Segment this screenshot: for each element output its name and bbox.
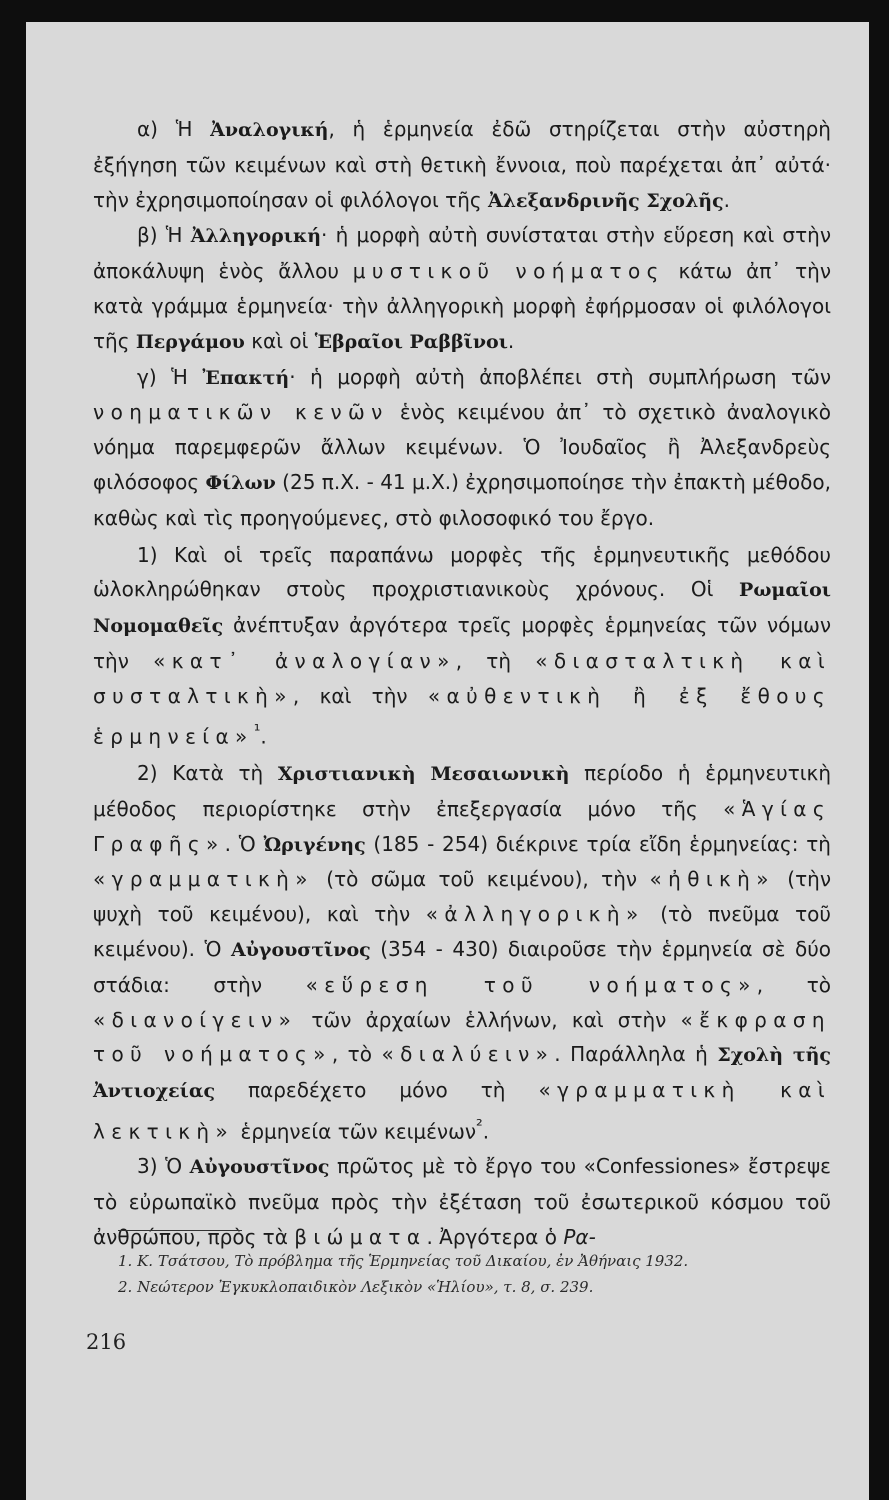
text-run: , τὸ [756,972,831,997]
text-run: (25 π.Χ. - 41 μ.Χ.) ἐχρησιμοποίησε τὴν ἐπακτὴ μέθοδο, καθὼς καὶ τὶς προηγούμενες, στὸ φιλοσοφικό του ἔργο. [93,469,831,530]
bold-term: Ἐπακτή [202,366,290,389]
footnotes [118,1248,818,1300]
text-run: γ) Ἡ [137,364,203,389]
text-run: πρῶτος μὲ τὸ ἔργο του «Confessiones» ἔστρεψε τὸ εὐρωπαϊκὸ πνεῦμα πρὸς τὴν ἐξέταση τοῦ ἐσωτερικοῦ κόσμου τοῦ ἀνθρώπου, πρὸς τὰ [93,1154,831,1250]
bold-term: Ὠριγένης [263,833,366,856]
text-run: · ἡ μορφὴ αὐτὴ ἀποβλέπει στὴ συμπλήρωση τῶν [289,364,832,389]
footnote-ref: ¹ [253,720,261,740]
text-run: ἑνὸς κειμένου ἀπ᾽ τὸ σχετικὸ ἀναλογικὸ νόημα παρεμφερῶν ἄλλων κειμένων. Ὁ Ἰουδαῖος ἢ Ἀλεξανδρεὺς φιλόσοφος [93,400,831,494]
text-run: ἑρμηνεία τῶν κειμένων [234,1119,477,1144]
bold-term: Ἀλληγορική [190,225,322,248]
text-run: (185 - 254) διέκρινε τρία εἴδη ἑρμηνείας: τὴ [365,831,831,856]
paragraph-c [93,360,831,536]
text-run: περίοδο ἡ ἑρμηνευτικὴ μέθοδος περιορίστηκε στὴν ἐπεξεργασία μόνο τῆς [93,761,831,821]
paragraph-3 [93,1149,831,1254]
spaced-emphasis: «γραμματικὴ καὶ λεκτικὴ» [93,1078,832,1144]
footnote-rule [118,1230,242,1231]
spaced-emphasis: μυστικοῦ νοήματος [352,259,665,284]
paragraph-2 [93,756,831,1149]
text-run: α) Ἡ [137,117,211,141]
italic-text: Ρα- [563,1225,596,1250]
bold-term: Περγάμου [135,330,245,353]
spaced-emphasis: «διανοίγειν» [93,1007,298,1032]
spaced-emphasis: βιώματα [294,1225,427,1250]
spaced-emphasis: «Ἁγίας Γραφῆς» [93,796,831,856]
text-run: . Ἀργότερα ὁ [426,1225,564,1250]
bold-term: Ἀναλογική [210,119,329,141]
spaced-emphasis: «ἠθικὴ» [649,867,775,892]
text-run: παρεδέχετο μόνο τὴ [215,1078,539,1103]
text-run: ἀνέπτυξαν ἀργότερα τρεῖς μορφὲς ἑρμηνείας τῶν νόμων τὴν [93,613,831,673]
text-run: 1) Καὶ οἱ τρεῖς παραπάνω μορφὲς τῆς ἑρμηνευτικῆς μεθόδου ὡλοκληρώθηκαν στοὺς προχριστιανικοὺς χρόνους. Οἱ [93,542,831,602]
spaced-emphasis: «διασταλτικὴ καὶ συσταλτικὴ» [93,648,832,708]
bold-term: Φίλων [205,471,276,494]
text-run: (τὸ πνεῦμα τοῦ κειμένου). Ὁ [93,902,831,961]
bold-term: Αὐγουστῖνος [189,1156,330,1179]
text-run: (354 - 430) διαιροῦσε τὴν ἑρμηνεία σὲ δύο στάδια: στὴν [93,936,832,997]
footnote-ref: ² [476,1115,483,1135]
text-run: καὶ οἱ [244,328,315,353]
text-run: , καὶ τὴν [292,683,428,708]
text-run: . Παράλληλα ἡ [554,1042,718,1067]
bold-term: Χριστιανικὴ Μεσαιωνικὴ [277,763,570,785]
text-run: · ἡ μορφὴ αὐτὴ συνίσταται στὴν εὕρεση καὶ στὴν ἀποκάλυψη ἑνὸς ἄλλου [93,223,831,284]
spaced-emphasis: νοηματικῶν κενῶν [93,400,389,425]
spaced-emphasis: «γραμματικὴ» [93,867,314,892]
spaced-emphasis: «κατ᾽ ἀναλογίαν» [153,648,456,673]
bold-term: Ρωμαῖοι Νομομαθεῖς [93,579,831,638]
bold-term: Σχολὴ τῆς Ἀντιοχείας [93,1044,831,1103]
text-run: . Ὁ [224,831,264,856]
body-text [93,112,831,1255]
spaced-emphasis: «ἔκφραση τοῦ νοήματος» [93,1007,831,1067]
text-run: . [482,1119,490,1144]
spaced-emphasis: «αὐθεντικὴ ἢ ἐξ ἔθους ἑρμηνεία» [93,683,831,749]
spaced-emphasis: «εὕρεση τοῦ νοήματος» [305,972,757,997]
text-run: τῶν ἀρχαίων ἑλλήνων, καὶ στὴν [297,1007,681,1032]
footnote-2: 2. Νεώτερον Ἐγκυκλοπαιδικὸν Λεξικὸν «Ἡλίου», τ. 8, σ. 239. [118,1278,594,1296]
text-run: . [723,187,731,212]
text-run: , τὴ [455,648,536,673]
spaced-emphasis: «ἀλληγορικὴ» [425,902,645,927]
bold-term: Αὐγουστῖνος [230,938,371,961]
text-run: , τὸ [331,1042,382,1067]
paragraph-1 [93,538,831,754]
page-number: 216 [86,1330,127,1354]
spaced-emphasis: «διαλύειν» [381,1042,555,1067]
bold-term: Ἀλεξανδρινῆς Σχολῆς [487,189,724,212]
text-run: (τὴν ψυχὴ τοῦ κειμένου), καὶ τὴν [93,867,831,927]
text-run: (τὸ σῶμα τοῦ κειμένου), τὴν [313,867,650,892]
bold-term: Ἑβραῖοι Ραββῖνοι [314,330,508,353]
text-run: κάτω ἀπ᾽ τὴν κατὰ γράμμα ἑρμηνεία· τὴν ἀλληγορικὴ μορφὴ ἐφήρμοσαν οἱ φιλόλογοι τῆς [93,259,831,353]
paragraph-a [93,112,831,218]
text-run: , ἡ ἑρμηνεία ἐδῶ στηρίζεται στὴν αὐστηρὴ ἐξήγηση τῶν κειμένων καὶ στὴ θετικὴ ἔννοια, ποὺ παρέχεται ἀπ᾽ αὐτά· τὴν ἐχρησιμοποίησαν οἱ φιλόλογοι τῆς [93,117,831,212]
text-run: 2) Κατὰ τὴ [137,761,278,785]
footnote-1: 1. Κ. Τσάτσου, Τὸ πρόβλημα τῆς Ἑρμηνείας τοῦ Δικαίου, ἐν Ἀθήναις 1932. [118,1252,689,1270]
paragraph-b [93,218,831,359]
text-run: . [507,328,515,353]
text-run: β) Ἡ [137,223,191,248]
text-run: 3) Ὁ [137,1154,190,1179]
text-run: . [260,724,267,749]
